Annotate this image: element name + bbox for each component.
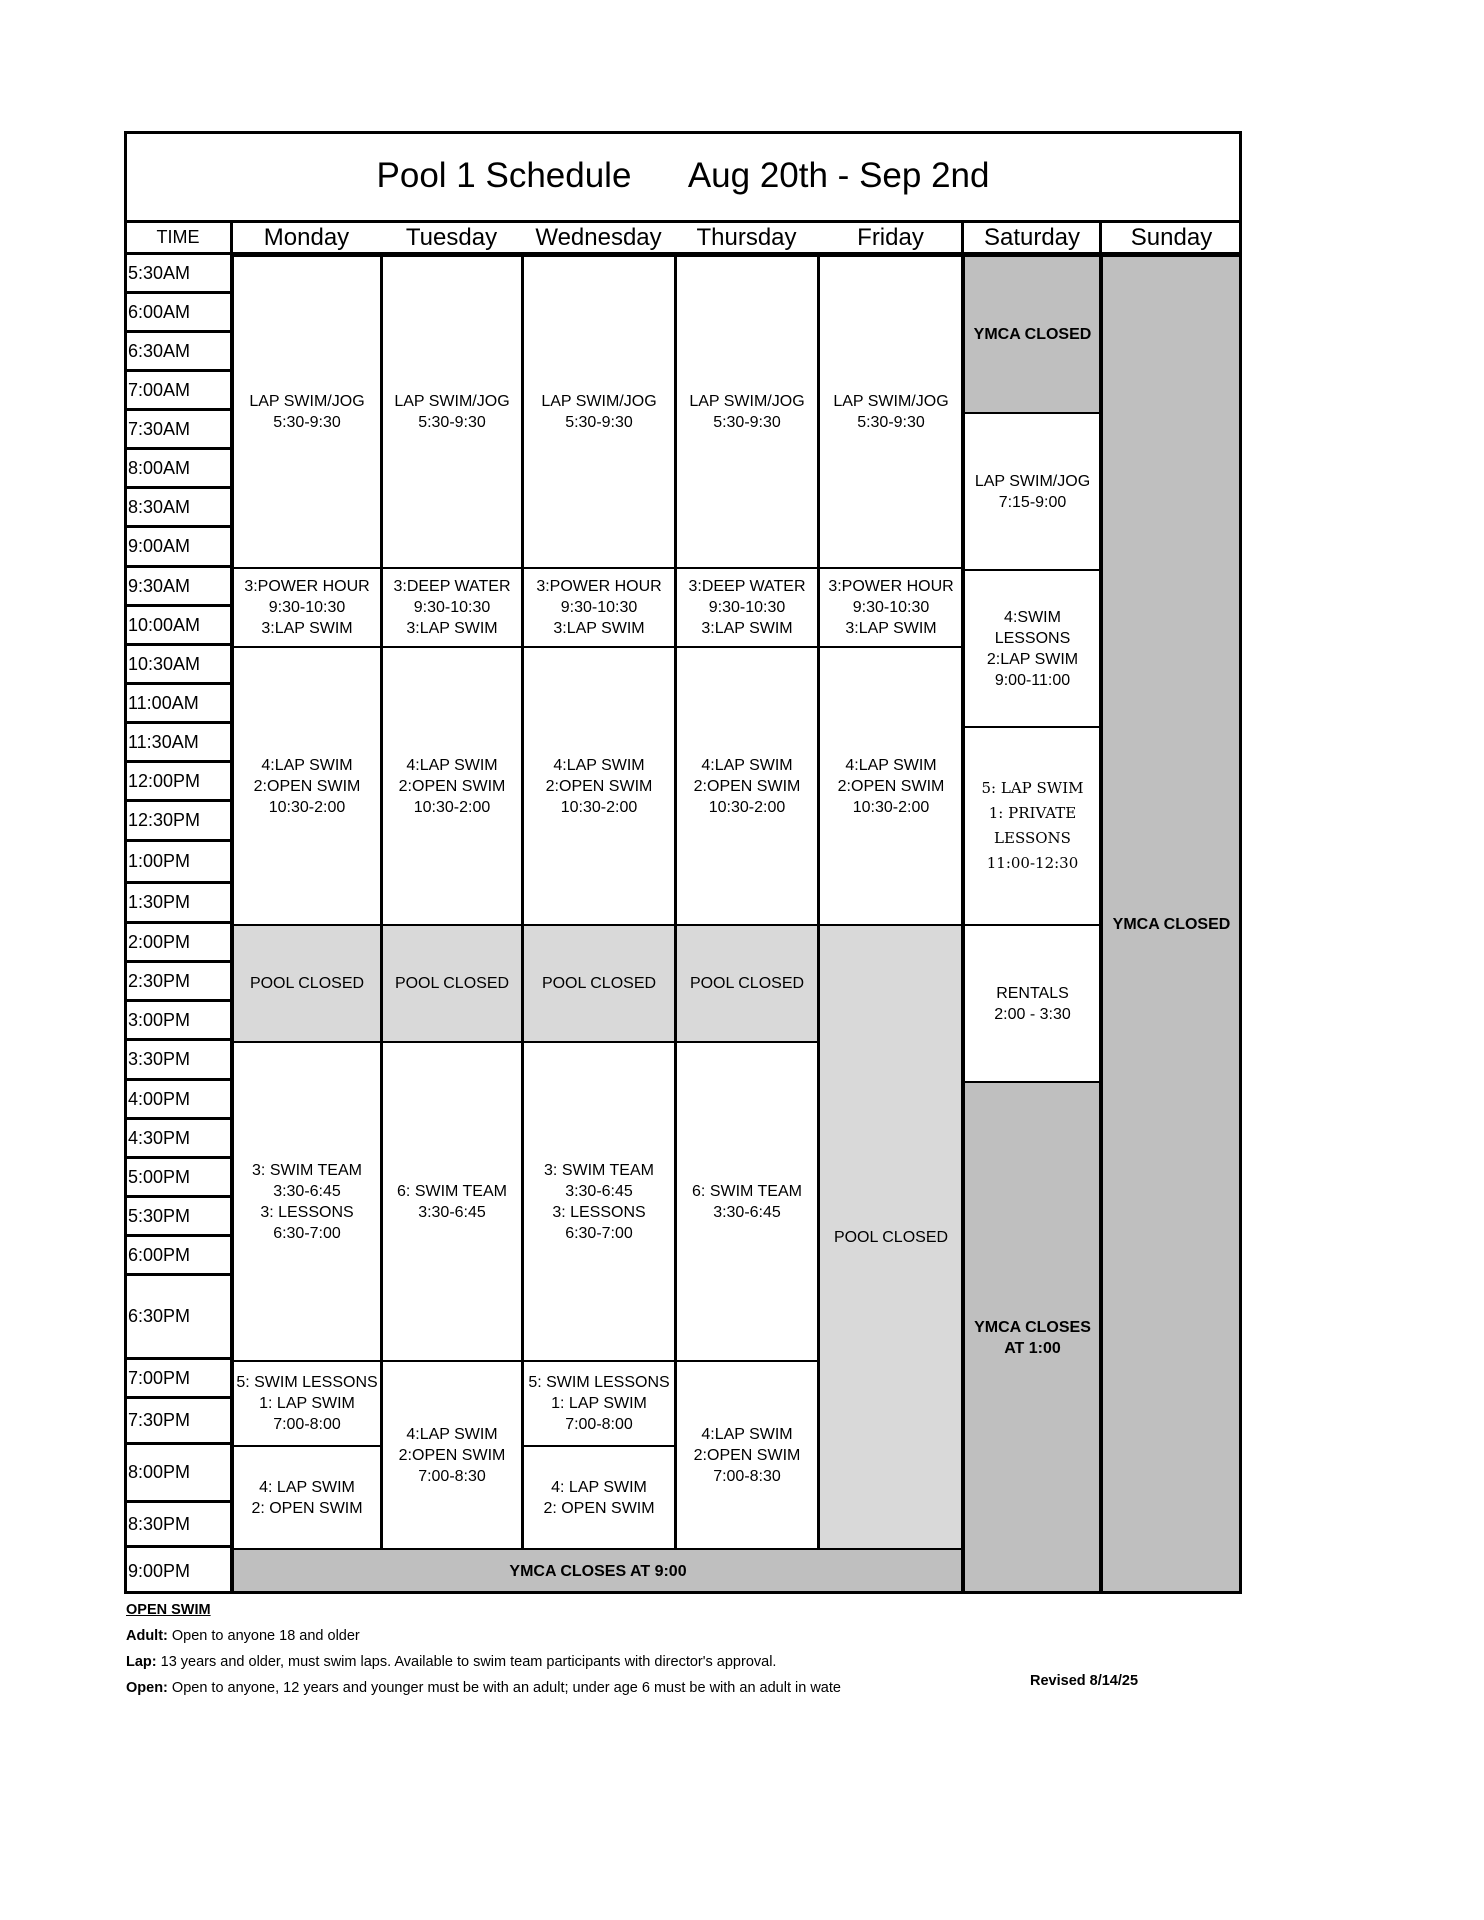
ymca-closes-at-9-band: YMCA CLOSES AT 9:00 xyxy=(232,1548,964,1594)
header-time: TIME xyxy=(124,223,232,255)
monday-lap-open-swim: 4:LAP SWIM 2:OPEN SWIM 10:30-2:00 xyxy=(232,646,382,926)
time-label: 6:30AM xyxy=(124,333,232,372)
thursday-swim-team: 6: SWIM TEAM 3:30-6:45 xyxy=(675,1041,819,1362)
wednesday-evening-swim: 4: LAP SWIM 2: OPEN SWIM xyxy=(522,1445,676,1550)
time-label: 6:00PM xyxy=(124,1237,232,1276)
time-label: 11:00AM xyxy=(124,685,232,724)
friday-power-hour: 3:POWER HOUR 9:30-10:30 3:LAP SWIM xyxy=(818,567,964,648)
time-label: 8:30PM xyxy=(124,1503,232,1548)
notes-heading: OPEN SWIM xyxy=(126,1602,211,1618)
time-label: 12:30PM xyxy=(124,802,232,842)
thursday-pool-closed: POOL CLOSED xyxy=(675,924,819,1043)
header-monday: Monday xyxy=(232,223,381,255)
header-sunday: Sunday xyxy=(1101,223,1242,255)
schedule-table xyxy=(124,131,1242,1594)
header-saturday: Saturday xyxy=(963,223,1101,255)
time-label: 7:00PM xyxy=(124,1360,232,1399)
time-label: 5:30PM xyxy=(124,1198,232,1237)
time-label: 5:30AM xyxy=(124,255,232,294)
column-divider xyxy=(961,223,964,1594)
column-divider xyxy=(1099,223,1102,1594)
monday-lap-swim: LAP SWIM/JOG 5:30-9:30 xyxy=(232,255,382,569)
note-open-text: Open to anyone, 12 years and younger must be with an adult; under age 6 must be with an adult in wate xyxy=(167,1680,841,1696)
monday-pool-closed: POOL CLOSED xyxy=(232,924,382,1043)
note-adult xyxy=(126,1623,1226,1649)
tuesday-evening-swim: 4:LAP SWIM 2:OPEN SWIM 7:00-8:30 xyxy=(381,1360,523,1550)
friday-lap-open-swim: 4:LAP SWIM 2:OPEN SWIM 10:30-2:00 xyxy=(818,646,964,926)
wednesday-lap-open-swim: 4:LAP SWIM 2:OPEN SWIM 10:30-2:00 xyxy=(522,646,676,926)
tuesday-lap-open-swim: 4:LAP SWIM 2:OPEN SWIM 10:30-2:00 xyxy=(381,646,523,926)
saturday-rentals: RENTALS 2:00 - 3:30 xyxy=(963,924,1102,1083)
thursday-evening-swim: 4:LAP SWIM 2:OPEN SWIM 7:00-8:30 xyxy=(675,1360,819,1550)
note-lap-text: 13 years and older, must swim laps. Available to swim team participants with director's approval. xyxy=(156,1654,777,1670)
note-lap xyxy=(126,1649,1226,1675)
tuesday-pool-closed: POOL CLOSED xyxy=(381,924,523,1043)
time-label: 4:00PM xyxy=(124,1081,232,1120)
wednesday-swim-lessons: 5: SWIM LESSONS 1: LAP SWIM 7:00-8:00 xyxy=(522,1360,676,1447)
time-label: 10:30AM xyxy=(124,646,232,685)
note-adult-label: Adult: xyxy=(126,1628,168,1644)
friday-pool-closed: POOL CLOSED xyxy=(818,924,964,1550)
monday-power-hour: 3:POWER HOUR 9:30-10:30 3:LAP SWIM xyxy=(232,567,382,648)
time-label: 7:30AM xyxy=(124,411,232,450)
time-label: 6:30PM xyxy=(124,1276,232,1360)
time-label: 1:30PM xyxy=(124,884,232,924)
note-open-label: Open: xyxy=(126,1680,168,1696)
time-label: 10:00AM xyxy=(124,607,232,646)
saturday-lap-swim: LAP SWIM/JOG 7:15-9:00 xyxy=(963,412,1102,571)
header-tuesday: Tuesday xyxy=(381,223,522,255)
title-row xyxy=(124,131,1242,223)
time-label: 7:30PM xyxy=(124,1399,232,1445)
time-label: 11:30AM xyxy=(124,724,232,763)
saturday-swim-lessons: 4:SWIM LESSONS 2:LAP SWIM 9:00-11:00 xyxy=(963,569,1102,728)
saturday-ymca-closes-at-1: YMCA CLOSES AT 1:00 xyxy=(963,1081,1102,1594)
time-label: 9:00AM xyxy=(124,528,232,568)
header-thursday: Thursday xyxy=(675,223,818,255)
sunday-ymca-closed: YMCA CLOSED xyxy=(1101,255,1242,1594)
column-divider xyxy=(230,223,233,1594)
tuesday-swim-team: 6: SWIM TEAM 3:30-6:45 xyxy=(381,1041,523,1362)
note-lap-label: Lap: xyxy=(126,1654,157,1670)
time-label: 7:00AM xyxy=(124,372,232,411)
note-adult-text: Open to anyone 18 and older xyxy=(167,1628,360,1644)
monday-swim-team: 3: SWIM TEAM 3:30-6:45 3: LESSONS 6:30-7:00 xyxy=(232,1041,382,1362)
time-label: 8:30AM xyxy=(124,489,232,528)
wednesday-power-hour: 3:POWER HOUR 9:30-10:30 3:LAP SWIM xyxy=(522,567,676,648)
wednesday-swim-team: 3: SWIM TEAM 3:30-6:45 3: LESSONS 6:30-7:00 xyxy=(522,1041,676,1362)
time-label: 5:00PM xyxy=(124,1159,232,1198)
time-label: 9:30AM xyxy=(124,568,232,607)
wednesday-lap-swim: LAP SWIM/JOG 5:30-9:30 xyxy=(522,255,676,569)
time-label: 8:00PM xyxy=(124,1445,232,1503)
time-label: 12:00PM xyxy=(124,763,232,802)
time-label: 3:00PM xyxy=(124,1002,232,1041)
revised-date: Revised 8/14/25 xyxy=(1030,1673,1139,1689)
time-label: 6:00AM xyxy=(124,294,232,333)
header-wednesday: Wednesday xyxy=(522,223,675,255)
time-label: 4:30PM xyxy=(124,1120,232,1159)
time-label: 2:00PM xyxy=(124,924,232,963)
wednesday-pool-closed: POOL CLOSED xyxy=(522,924,676,1043)
tuesday-lap-swim: LAP SWIM/JOG 5:30-9:30 xyxy=(381,255,523,569)
header-friday: Friday xyxy=(818,223,963,255)
tuesday-deep-water: 3:DEEP WATER 9:30-10:30 3:LAP SWIM xyxy=(381,567,523,648)
monday-evening-swim: 4: LAP SWIM 2: OPEN SWIM xyxy=(232,1445,382,1550)
thursday-deep-water: 3:DEEP WATER 9:30-10:30 3:LAP SWIM xyxy=(675,567,819,648)
time-label: 2:30PM xyxy=(124,963,232,1002)
time-label: 8:00AM xyxy=(124,450,232,489)
monday-swim-lessons: 5: SWIM LESSONS 1: LAP SWIM 7:00-8:00 xyxy=(232,1360,382,1447)
page-title: Pool 1 Schedule Aug 20th - Sep 2nd xyxy=(376,155,990,195)
thursday-lap-swim: LAP SWIM/JOG 5:30-9:30 xyxy=(675,255,819,569)
saturday-private-lessons: 5: LAP SWIM 1: PRIVATE LESSONS 11:00-12:30 xyxy=(963,726,1102,926)
saturday-ymca-closed: YMCA CLOSED xyxy=(963,255,1102,414)
time-label: 3:30PM xyxy=(124,1041,232,1081)
thursday-lap-open-swim: 4:LAP SWIM 2:OPEN SWIM 10:30-2:00 xyxy=(675,646,819,926)
time-label: 9:00PM xyxy=(124,1548,232,1594)
friday-lap-swim: LAP SWIM/JOG 5:30-9:30 xyxy=(818,255,964,569)
time-label: 1:00PM xyxy=(124,842,232,884)
